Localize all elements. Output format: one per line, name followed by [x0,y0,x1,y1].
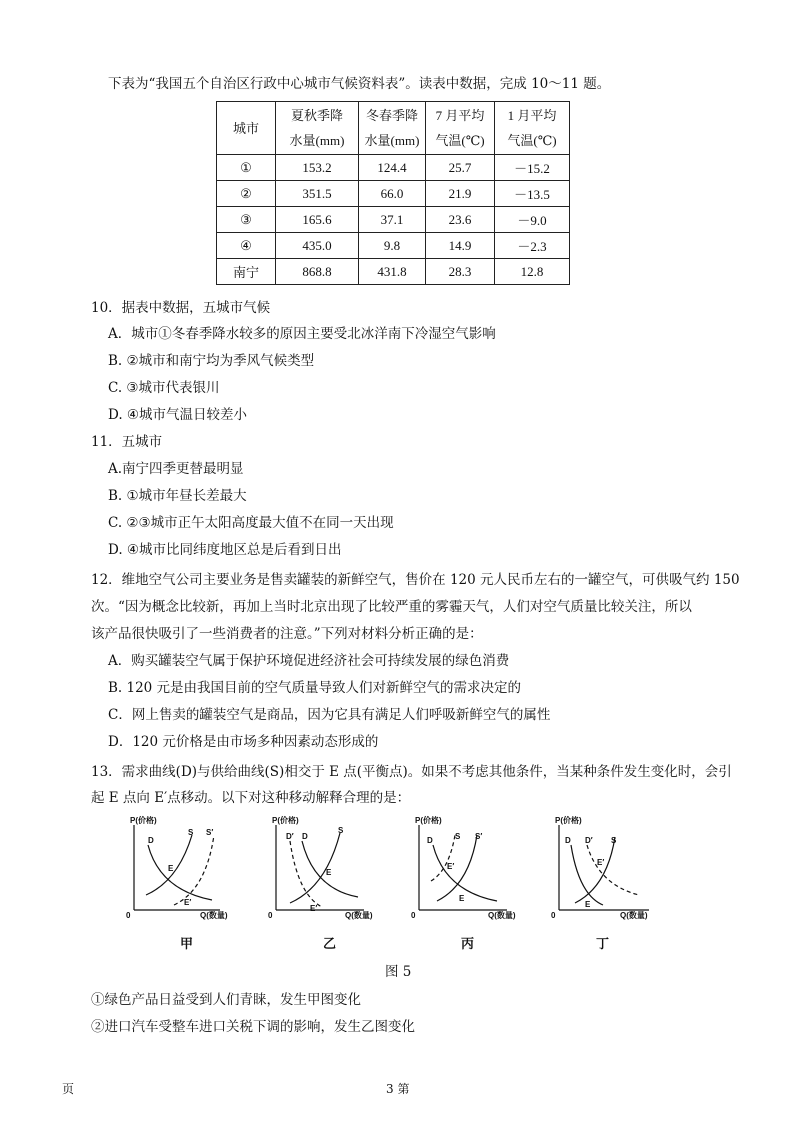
origin-label: 0 [126,911,131,920]
q13-stem-line-2: 起 E 点向 E′点移动。以下对这种移动解释合理的是： [91,790,411,806]
graph-bing-q-label: Q(数量) [488,911,516,920]
label-d: D [565,836,571,845]
table-header-summer-rain: 夏秋季降 水量(mm) [276,102,359,155]
table-row: ① 153.2 124.4 25.7 －15.2 [217,155,570,181]
origin-label: 0 [268,911,273,920]
label-d-prime: D′ [585,836,593,845]
table-header-city: 城市 [217,102,276,155]
table-row: ③ 165.6 37.1 23.6 －9.0 [217,207,570,233]
figure-caption: 图 5 [385,964,412,980]
label-e: E [326,868,332,877]
graph-jia-q-label: Q(数量) [200,911,228,920]
graph-name-bing: 丙 [461,937,475,952]
q12-option-d: D．120 元价格是由市场多种因素动态形成的 [108,734,379,750]
q10-option-b: B. ②城市和南宁均为季风气候类型 [108,353,315,369]
q11-option-a: A.南宁四季更替最明显 [108,461,244,477]
label-e: E [168,864,174,873]
label-e-prime: E′ [310,904,318,913]
label-e-prime: E′ [447,862,455,871]
label-s: S [338,826,344,835]
footer-left: 页 [62,1082,75,1096]
label-s: S [611,836,617,845]
label-d: D [302,832,308,841]
table-row: ④ 435.0 9.8 14.9 －2.3 [217,233,570,259]
q12-option-b: B. 120 元是由我国目前的空气质量导致人们对新鲜空气的需求决定的 [108,680,522,696]
q10-option-a: A．城市①冬春季降水较多的原因主要受北冰洋南下冷湿空气影响 [108,326,496,342]
label-d-prime: D′ [286,832,294,841]
supply-curve-shifted [431,835,455,881]
label-s: S [455,832,461,841]
graph-jia [120,815,225,923]
q13-item-1: ①绿色产品日益受到人们青睐，发生甲图变化 [91,992,361,1008]
q11-stem: 11．五城市 [91,434,163,450]
label-d: D [427,836,433,845]
table-row: ② 351.5 66.0 21.9 －13.5 [217,181,570,207]
q12-stem-line-3: 该产品很快吸引了一些消费者的注意。”下列对材料分析正确的是： [91,626,483,642]
q12-option-c: C．网上售卖的罐装空气是商品，因为它具有满足人们呼吸新鲜空气的属性 [108,707,551,723]
label-e: E [459,894,465,903]
q11-option-c: C. ②③城市正午太阳高度最大值不在同一天出现 [108,515,394,531]
axis-p-label: P(价格) [415,816,442,825]
q10-option-c: C. ③城市代表银川 [108,380,220,396]
q10-option-d: D. ④城市气温日较差小 [108,407,248,423]
graph-name-ding: 丁 [596,937,610,952]
origin-label: 0 [551,911,556,920]
table-header-winter-rain: 冬春季降 水量(mm) [359,102,426,155]
graph-yi-q-label: Q(数量) [345,911,373,920]
table-row: 南宁 868.8 431.8 28.3 12.8 [217,259,570,285]
axis-p-label: P(价格) [130,816,157,825]
axis-p-label: P(价格) [272,816,299,825]
axis-p-label: P(价格) [555,816,582,825]
table-header-jan-temp: 1 月平均 气温(℃) [495,102,570,155]
label-s-prime: S′ [206,828,214,837]
graph-name-yi: 乙 [323,937,337,952]
label-e: E [585,900,591,909]
supply-curve [575,837,615,903]
q11-option-b: B. ①城市年昼长差最大 [108,488,247,504]
table-header-july-temp: 7 月平均 气温(℃) [426,102,495,155]
q11-option-d: D. ④城市比同纬度地区总是后看到日出 [108,542,342,558]
graph-bing [405,815,513,923]
q12-stem-line-1: 12．维地空气公司主要业务是售卖罐装的新鲜空气，售价在 120 元人民币左右的一罐空气，可供吸气约 150 [91,572,740,588]
climate-table [216,101,570,285]
graph-yi [262,815,370,923]
q12-stem-line-2: 次。“因为概念比较新，再加上当时北京出现了比较严重的雾霾天气，人们对空气质量比较关注，所以 [91,599,692,615]
demand-curve [148,845,212,900]
table-intro: 下表为“我国五个自治区行政中心城市气候资料表”。读表中数据，完成 10～11 题。 [108,76,611,92]
label-s: S [188,828,194,837]
page-number: 3 第 [386,1082,410,1096]
q13-item-2: ②进口汽车受整车进口关税下调的影响，发生乙图变化 [91,1019,415,1035]
label-e-prime: E′ [597,858,605,867]
label-d: D [148,836,154,845]
label-s-prime: S′ [475,832,483,841]
label-e-prime: E′ [184,898,192,907]
q12-option-a: A．购买罐装空气属于保护环境促进经济社会可持续发展的绿色消费 [108,653,510,669]
supply-curve [290,833,340,903]
graph-name-jia: 甲 [180,937,194,952]
q10-stem: 10．据表中数据，五城市气候 [91,300,271,316]
graph-ding [545,815,655,923]
demand-curve [571,845,603,905]
origin-label: 0 [411,911,416,920]
q13-stem-line-1: 13．需求曲线(D)与供给曲线(S)相交于 E 点(平衡点)。如果不考虑其他条件，当某种条件发生变化时，会引 [91,764,732,780]
graph-ding-q-label: Q(数量) [620,911,648,920]
